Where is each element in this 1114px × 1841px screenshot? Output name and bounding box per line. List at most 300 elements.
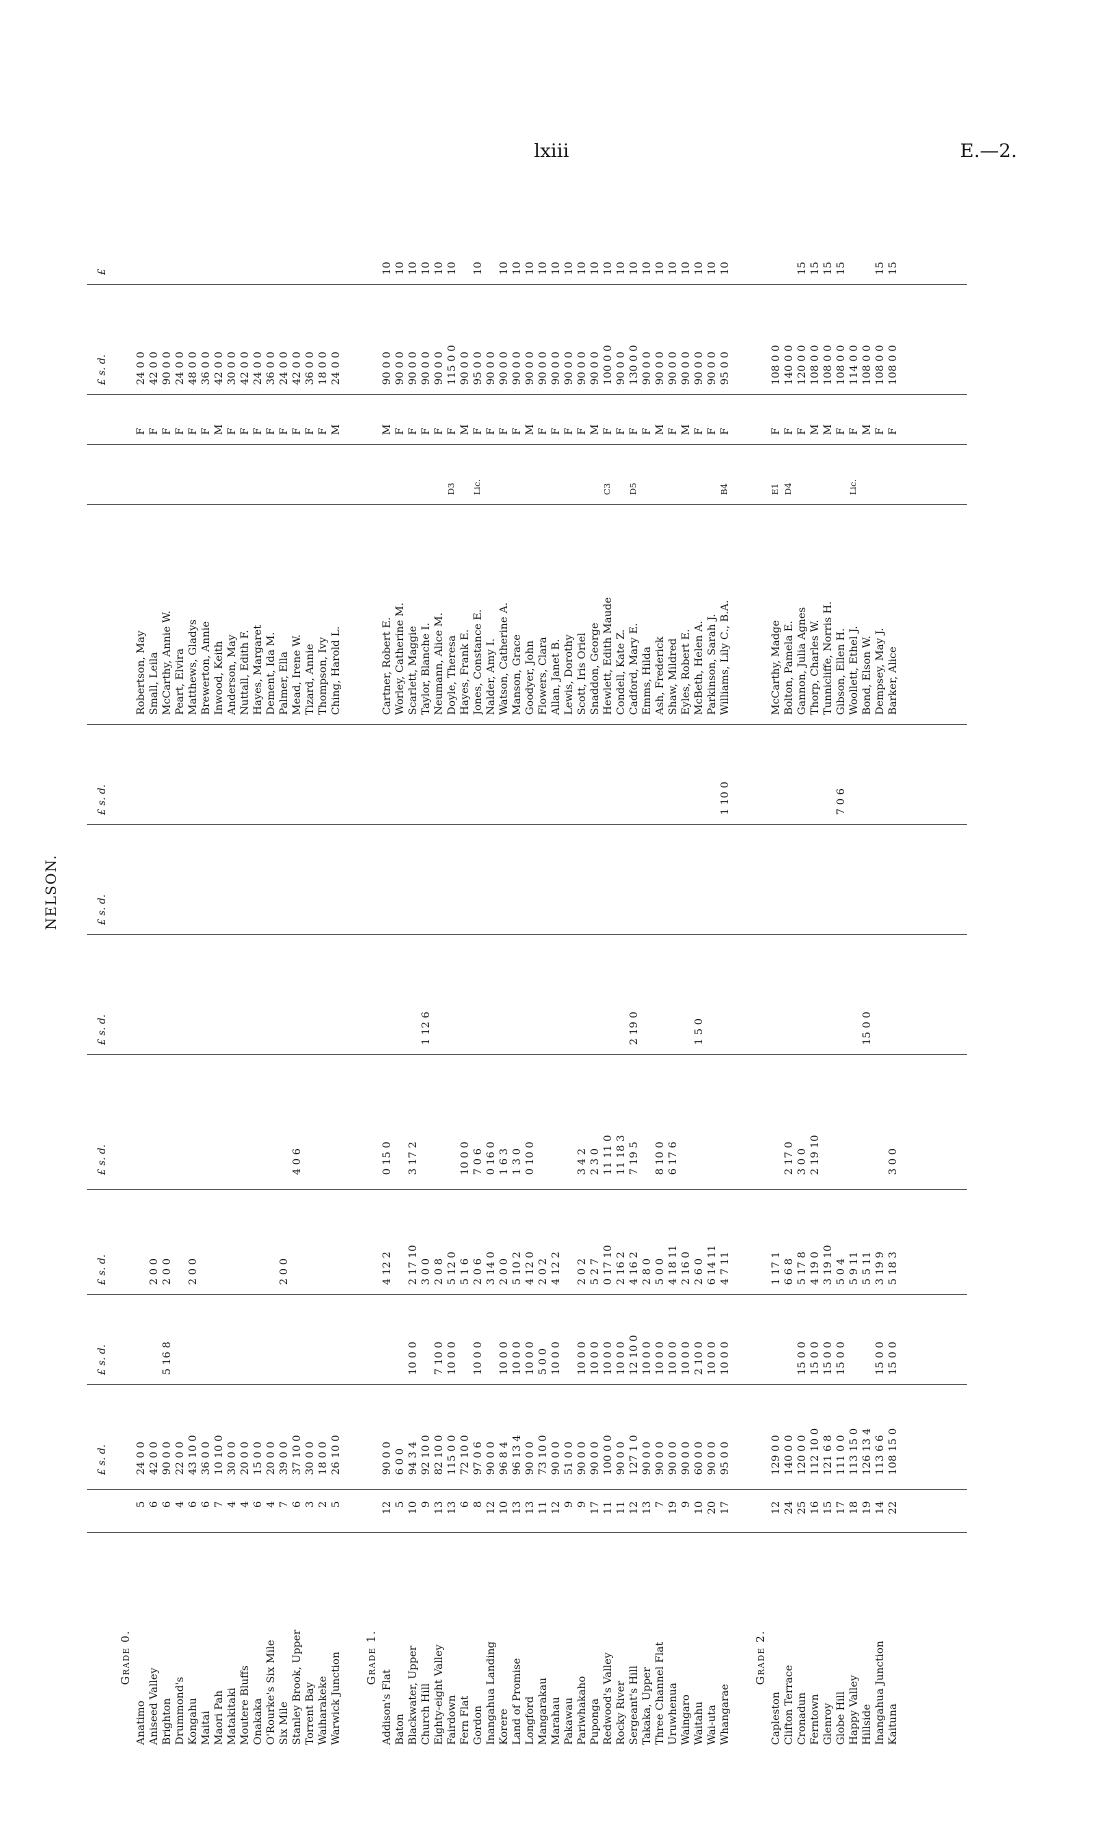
page-number: lxiii (534, 140, 570, 162)
table-row (433, 195, 445, 1745)
table-row (589, 195, 601, 1745)
cell-att: 7 (278, 1501, 290, 1508)
cell-teacher: Hewlett, Edith Maude (602, 597, 614, 715)
cell-teacher: Worley, Catherine M. (394, 602, 406, 715)
cell-sal: 36 0 0 (200, 351, 212, 385)
cell-teacher: Allan, Janet B. (550, 638, 562, 715)
cell-sal: 30 0 0 (226, 351, 238, 385)
cell-m1: 10 10 0 (213, 1434, 225, 1475)
cell-att: 14 (874, 1501, 886, 1515)
cell-bonus: 15 (887, 261, 899, 275)
cell-m3: 5 9 11 (848, 1251, 860, 1285)
cell-teacher: Scott, Iris Oriel (576, 632, 588, 715)
cell-sex: F (498, 427, 510, 435)
cell-att: 11 (602, 1501, 614, 1515)
cell-m4: 0 15 0 (381, 1141, 393, 1175)
cell-school: Clifton Terrace (783, 1664, 795, 1745)
cell-sal: 100 0 0 (602, 344, 614, 385)
cell-m2: 2 10 0 (693, 1341, 705, 1375)
cell-m1: 92 10 0 (420, 1434, 432, 1475)
cell-sex: M (589, 424, 601, 435)
cell-sal: 24 0 0 (278, 351, 290, 385)
cell-m4: 3 0 0 (887, 1148, 899, 1175)
cell-school: Stanley Brook, Upper (291, 1629, 303, 1745)
table-row (485, 195, 497, 1745)
cell-m2: 5 16 8 (161, 1341, 173, 1375)
cell-att: 17 (835, 1501, 847, 1515)
cell-sal: 108 0 0 (887, 344, 899, 385)
cell-att: 4 (226, 1501, 238, 1508)
cell-m1: 72 10 0 (459, 1434, 471, 1475)
cell-bonus: 10 (615, 261, 627, 275)
cell-m3: 3 19 10 (822, 1244, 834, 1285)
cell-m4: 0 10 0 (524, 1141, 536, 1175)
table-row (252, 195, 264, 1745)
cell-m3: 2 8 0 (641, 1258, 653, 1285)
cell-att: 13 (511, 1501, 523, 1515)
cell-m3: 3 14 0 (485, 1251, 497, 1285)
cell-att: 13 (641, 1501, 653, 1515)
cell-m1: 112 10 0 (809, 1428, 821, 1475)
cell-att: 25 (796, 1501, 808, 1515)
cell-sex: F (265, 427, 277, 435)
cell-sex: M (213, 424, 225, 435)
cell-m1: 90 0 0 (641, 1441, 653, 1475)
cell-sex: F (641, 427, 653, 435)
table-row (446, 195, 458, 1745)
cell-sex: F (550, 427, 562, 435)
grade-title: Grade 2. (754, 1630, 767, 1685)
cell-teacher: Emms, Hilda (641, 646, 653, 715)
region-title: NELSON. (44, 854, 60, 930)
cell-teacher: Cartner, Robert E. (381, 617, 393, 715)
cell-m4: 2 19 10 (809, 1134, 821, 1175)
cell-m2: 15 0 0 (874, 1341, 886, 1375)
cell-sal: 108 0 0 (861, 344, 873, 385)
cell-teacher: Peart, Elvira (174, 648, 186, 715)
table-row (719, 195, 731, 1745)
table-row (459, 195, 471, 1745)
cell-m2: 15 0 0 (796, 1341, 808, 1375)
cell-att: 12 (550, 1501, 562, 1515)
cell-sal: 90 0 0 (433, 351, 445, 385)
cell-cert: Lic. (473, 479, 483, 495)
money-header-cell: £ s. d. (97, 1014, 108, 1045)
cell-m1: 42 0 0 (148, 1441, 160, 1475)
cell-sal: 90 0 0 (498, 351, 510, 385)
cell-school: Marahau (550, 1696, 562, 1745)
cell-sal: 90 0 0 (576, 351, 588, 385)
cell-m2: 5 0 0 (537, 1348, 549, 1375)
cell-bonus: 15 (822, 261, 834, 275)
cell-sal: 90 0 0 (420, 351, 432, 385)
cell-teacher: Ash, Frederick (654, 636, 666, 715)
cell-bonus: 15 (796, 261, 808, 275)
cell-m2: 10 0 0 (407, 1341, 419, 1375)
cell-teacher: Barker, Alice (887, 646, 899, 715)
table-row (667, 195, 679, 1745)
cell-att: 22 (887, 1501, 899, 1515)
cell-m1: 36 0 0 (200, 1441, 212, 1475)
cell-m1: 111 0 0 (835, 1434, 847, 1475)
cell-teacher: Snaddon, George (589, 622, 601, 715)
cell-school: Inangahua Landing (485, 1641, 497, 1745)
cell-school: Rocky River (615, 1680, 627, 1745)
cell-m1: 90 0 0 (576, 1441, 588, 1475)
cell-sex: F (174, 427, 186, 435)
cell-m2: 10 0 0 (654, 1341, 666, 1375)
column-divider (87, 824, 967, 825)
cell-sal: 90 0 0 (615, 351, 627, 385)
column-divider (87, 1294, 967, 1295)
cell-cert: E1 (771, 483, 781, 495)
cell-m2: 10 0 0 (719, 1341, 731, 1375)
cell-school: Waingaro (680, 1694, 692, 1745)
cell-teacher: Scarlett, Maggie (407, 625, 419, 715)
cell-att: 6 (200, 1501, 212, 1508)
cell-att: 6 (291, 1501, 303, 1508)
table-row (693, 195, 705, 1745)
table-row (524, 195, 536, 1745)
cell-m7: 1 10 0 (719, 781, 731, 815)
table-row (706, 195, 718, 1745)
cell-school: Blackwater, Upper (407, 1645, 419, 1745)
cell-sal: 36 0 0 (304, 351, 316, 385)
cell-m2: 10 0 0 (680, 1341, 692, 1375)
cell-m2: 10 0 0 (615, 1341, 627, 1375)
cell-cert: D4 (784, 482, 794, 495)
cell-m3: 4 19 0 (809, 1251, 821, 1285)
cell-m2: 15 0 0 (822, 1341, 834, 1375)
cell-school: Kongahu (187, 1697, 199, 1745)
cell-school: Aniseed Valley (148, 1667, 160, 1745)
cell-m1: 90 0 0 (589, 1441, 601, 1475)
table-row (628, 195, 640, 1745)
cell-sal: 90 0 0 (641, 351, 653, 385)
cell-att: 5 (394, 1501, 406, 1508)
cell-m1: 6 0 0 (394, 1448, 406, 1475)
cell-att: 6 (459, 1501, 471, 1508)
cell-teacher: Hayes, Margaret (252, 624, 264, 715)
cell-school: Capleston (770, 1691, 782, 1745)
cell-att: 17 (719, 1501, 731, 1515)
cell-school: Brighton (161, 1698, 173, 1745)
cell-m4: 1 3 0 (511, 1148, 523, 1175)
cell-m4: 7 0 6 (472, 1148, 484, 1175)
cell-school: Cronadun (796, 1692, 808, 1745)
cell-school: Sergeant's Hill (628, 1665, 640, 1745)
table-row (770, 195, 782, 1745)
cell-m4: 0 16 0 (485, 1141, 497, 1175)
cell-m4: 1 6 3 (498, 1148, 510, 1175)
cell-bonus: 10 (667, 261, 679, 275)
table-row (135, 195, 147, 1745)
cell-m2: 12 10 0 (628, 1334, 640, 1375)
cell-bonus: 10 (420, 261, 432, 275)
cell-m1: 90 0 0 (667, 1441, 679, 1475)
column-divider (87, 1532, 967, 1533)
cell-teacher: Nalder, Amy I. (485, 638, 497, 715)
cell-school: Three Channel Flat (654, 1641, 666, 1745)
cell-cert: C3 (603, 483, 613, 495)
cell-sal: 108 0 0 (835, 344, 847, 385)
cell-school: Torrent Bay (304, 1682, 316, 1745)
cell-m1: 20 0 0 (239, 1441, 251, 1475)
cell-sex: F (226, 427, 238, 435)
cell-m3: 4 7 11 (719, 1251, 731, 1285)
cell-sal: 90 0 0 (589, 351, 601, 385)
cell-sex: F (563, 427, 575, 435)
column-divider (87, 1489, 967, 1490)
cell-att: 9 (680, 1501, 692, 1508)
cell-m5: 1 5 0 (693, 1018, 705, 1045)
cell-school: Glenroy (822, 1703, 834, 1745)
money-header-cell: £ s. d. (97, 1344, 108, 1375)
cell-sal: 90 0 0 (667, 351, 679, 385)
cell-sex: F (576, 427, 588, 435)
cell-teacher: Dement, Ida M. (265, 631, 277, 715)
cell-m1: 90 0 0 (381, 1441, 393, 1475)
cell-sex: F (485, 427, 497, 435)
table-row (304, 195, 316, 1745)
cell-teacher: McCarthy, Madge (770, 620, 782, 715)
cell-sal: 120 0 0 (796, 344, 808, 385)
cell-teacher: Gibson, Ellen H. (835, 628, 847, 715)
table-row (835, 195, 847, 1745)
column-divider (87, 1054, 967, 1055)
cell-att: 5 (135, 1501, 147, 1508)
cell-att: 9 (563, 1501, 575, 1508)
cell-att: 9 (420, 1501, 432, 1508)
cell-sex: F (407, 427, 419, 435)
cell-att: 13 (433, 1501, 445, 1515)
cell-teacher: Palmer, Ella (278, 651, 290, 715)
cell-m2: 10 0 0 (641, 1341, 653, 1375)
cell-att: 10 (498, 1501, 510, 1515)
money-header-cell: £ s. d. (97, 1254, 108, 1285)
cell-bonus: 10 (498, 261, 510, 275)
cell-teacher: Hayes, Frank E. (459, 629, 471, 715)
cell-bonus: 10 (576, 261, 588, 275)
table-row (680, 195, 692, 1745)
cell-m4: 4 0 6 (291, 1148, 303, 1175)
column-divider (87, 284, 967, 285)
table-row (848, 195, 860, 1745)
cell-bonus: 10 (394, 261, 406, 275)
cell-sex: F (770, 427, 782, 435)
cell-m2: 10 0 0 (667, 1341, 679, 1375)
cell-m2: 10 0 0 (706, 1341, 718, 1375)
cell-m3: 2 0 8 (433, 1258, 445, 1285)
cell-school: Korere (498, 1708, 510, 1745)
cell-teacher: Bolton, Pamela E. (783, 620, 795, 715)
cell-sex: F (693, 427, 705, 435)
cell-m2: 10 0 0 (550, 1341, 562, 1375)
cell-teacher: Mead, Irene W. (291, 634, 303, 715)
cell-m3: 2 17 10 (407, 1244, 419, 1285)
table-row (498, 195, 510, 1745)
cell-sex: F (291, 427, 303, 435)
table-row (278, 195, 290, 1745)
cell-m1: 20 0 0 (265, 1441, 277, 1475)
cell-m3: 2 0 0 (148, 1258, 160, 1285)
cell-m4: 2 3 0 (589, 1148, 601, 1175)
cell-teacher: Ching, Harold L. (330, 626, 342, 715)
cell-m2: 10 0 0 (511, 1341, 523, 1375)
cell-m1: 18 0 0 (317, 1441, 329, 1475)
column-divider (87, 1189, 967, 1190)
cell-m1: 24 0 0 (135, 1441, 147, 1475)
cell-m1: 97 0 6 (472, 1441, 484, 1475)
cell-m3: 6 14 11 (706, 1244, 718, 1285)
cell-school: Ferntown (809, 1694, 821, 1745)
table-row (472, 195, 484, 1745)
cell-school: Land of Promise (511, 1658, 523, 1745)
cell-m2: 10 0 0 (524, 1341, 536, 1375)
cell-m2: 10 0 0 (472, 1341, 484, 1375)
cell-m1: 90 0 0 (706, 1441, 718, 1475)
cell-sal: 90 0 0 (485, 351, 497, 385)
cell-att: 20 (706, 1501, 718, 1515)
cell-att: 16 (809, 1501, 821, 1515)
cell-bonus: 10 (537, 261, 549, 275)
cell-m3: 5 17 8 (796, 1251, 808, 1285)
cell-sal: 90 0 0 (459, 351, 471, 385)
cell-m3: 3 19 9 (874, 1251, 886, 1285)
table-row (537, 195, 549, 1745)
table-row (615, 195, 627, 1745)
cell-m1: 90 0 0 (680, 1441, 692, 1475)
cell-att: 15 (822, 1501, 834, 1515)
cell-school: Globe Hill (835, 1691, 847, 1745)
cell-m1: 82 10 0 (433, 1434, 445, 1475)
cell-sex: F (446, 427, 458, 435)
cell-sal: 18 0 0 (317, 351, 329, 385)
cell-bonus: 10 (563, 261, 575, 275)
table-row (317, 195, 329, 1745)
cell-att: 12 (381, 1501, 393, 1515)
table-row (200, 195, 212, 1745)
money-header-cell: £ s. d. (97, 1144, 108, 1175)
cell-sex: F (848, 427, 860, 435)
cell-bonus: 10 (693, 261, 705, 275)
cell-m3: 5 1 6 (459, 1258, 471, 1285)
cell-m4: 8 10 0 (654, 1141, 666, 1175)
cell-teacher: Dempsey, May J. (874, 627, 886, 715)
table-row (213, 195, 225, 1745)
cell-bonus: 15 (835, 261, 847, 275)
cell-school: Redwood's Valley (602, 1652, 614, 1745)
cell-m4: 7 19 5 (628, 1141, 640, 1175)
cell-m3: 4 12 0 (524, 1251, 536, 1285)
column-divider (87, 724, 967, 725)
cell-m1: 90 0 0 (161, 1441, 173, 1475)
cell-school: Whangarae (719, 1683, 731, 1745)
cell-m1: 113 6 6 (874, 1434, 886, 1475)
table-row (563, 195, 575, 1745)
cell-m7: 7 0 6 (835, 788, 847, 815)
cell-att: 11 (537, 1501, 549, 1515)
cell-sal: 90 0 0 (693, 351, 705, 385)
cell-m1: 96 8 4 (498, 1441, 510, 1475)
cell-sal: 24 0 0 (330, 351, 342, 385)
cell-sex: F (602, 427, 614, 435)
cell-sex: M (459, 424, 471, 435)
cell-sal: 90 0 0 (524, 351, 536, 385)
cell-sex: F (887, 427, 899, 435)
cell-m3: 3 0 0 (420, 1258, 432, 1285)
cell-teacher: Thorp, Charles W. (809, 619, 821, 715)
grade-title: Grade 1. (365, 1630, 378, 1685)
section-code: E.—2. (960, 140, 1018, 162)
cell-school: Mangarakau (537, 1677, 549, 1745)
cell-cert: D3 (447, 482, 457, 495)
cell-teacher: Doyle, Theresa (446, 635, 458, 715)
column-divider (87, 444, 967, 445)
cell-m3: 4 12 2 (550, 1251, 562, 1285)
cell-teacher: Parkinson, Sarah J. (706, 613, 718, 715)
cell-sex: F (835, 427, 847, 435)
cell-teacher: Brewerton, Annie (200, 621, 212, 715)
cell-teacher: Bond, Elson W. (861, 635, 873, 715)
cell-school: Eighty-eight Valley (433, 1644, 445, 1745)
cell-bonus: 10 (628, 261, 640, 275)
cell-m2: 15 0 0 (809, 1341, 821, 1375)
cell-sal: 42 0 0 (213, 351, 225, 385)
cell-m4: 11 18 3 (615, 1134, 627, 1175)
cell-m3: 2 16 2 (615, 1251, 627, 1285)
cell-teacher: Nuttall, Edith F. (239, 629, 251, 715)
cell-sex: F (148, 427, 160, 435)
table-row (602, 195, 614, 1745)
cell-att: 2 (317, 1501, 329, 1508)
cell-sex: F (394, 427, 406, 435)
cell-school: Puponga (589, 1698, 601, 1745)
cell-m3: 1 17 1 (770, 1251, 782, 1285)
cell-att: 17 (589, 1501, 601, 1515)
cell-sex: F (161, 427, 173, 435)
cell-att: 24 (783, 1501, 795, 1515)
cell-teacher: McBeth, Helen A. (693, 620, 705, 715)
cell-sex: F (706, 427, 718, 435)
cell-sal: 140 0 0 (783, 344, 795, 385)
cell-m1: 37 10 0 (291, 1434, 303, 1475)
cell-att: 3 (304, 1501, 316, 1508)
cell-sal: 90 0 0 (563, 351, 575, 385)
cell-m1: 15 0 0 (252, 1441, 264, 1475)
table-row (887, 195, 899, 1745)
cell-m5: 2 19 0 (628, 1011, 640, 1045)
cell-sex: F (874, 427, 886, 435)
cell-m1: 73 10 0 (537, 1434, 549, 1475)
cell-m1: 51 0 0 (563, 1441, 575, 1475)
cell-m3: 2 0 2 (576, 1258, 588, 1285)
cell-m3: 2 0 6 (472, 1258, 484, 1285)
cell-school: Six Mile (278, 1701, 290, 1745)
cell-sex: F (187, 427, 199, 435)
cell-m1: 96 13 4 (511, 1434, 523, 1475)
cell-teacher: Condell, Kate Z. (615, 629, 627, 715)
cell-bonus: 15 (874, 261, 886, 275)
cell-school: Kaituna (887, 1703, 899, 1745)
cell-teacher: Thompson, Ivy (317, 637, 329, 715)
cell-sex: F (628, 427, 640, 435)
cell-school: Pakawau (563, 1697, 575, 1745)
cell-sex: M (330, 424, 342, 435)
cell-school: Baton (394, 1713, 406, 1745)
cell-m1: 26 10 0 (330, 1434, 342, 1475)
cell-sal: 90 0 0 (407, 351, 419, 385)
